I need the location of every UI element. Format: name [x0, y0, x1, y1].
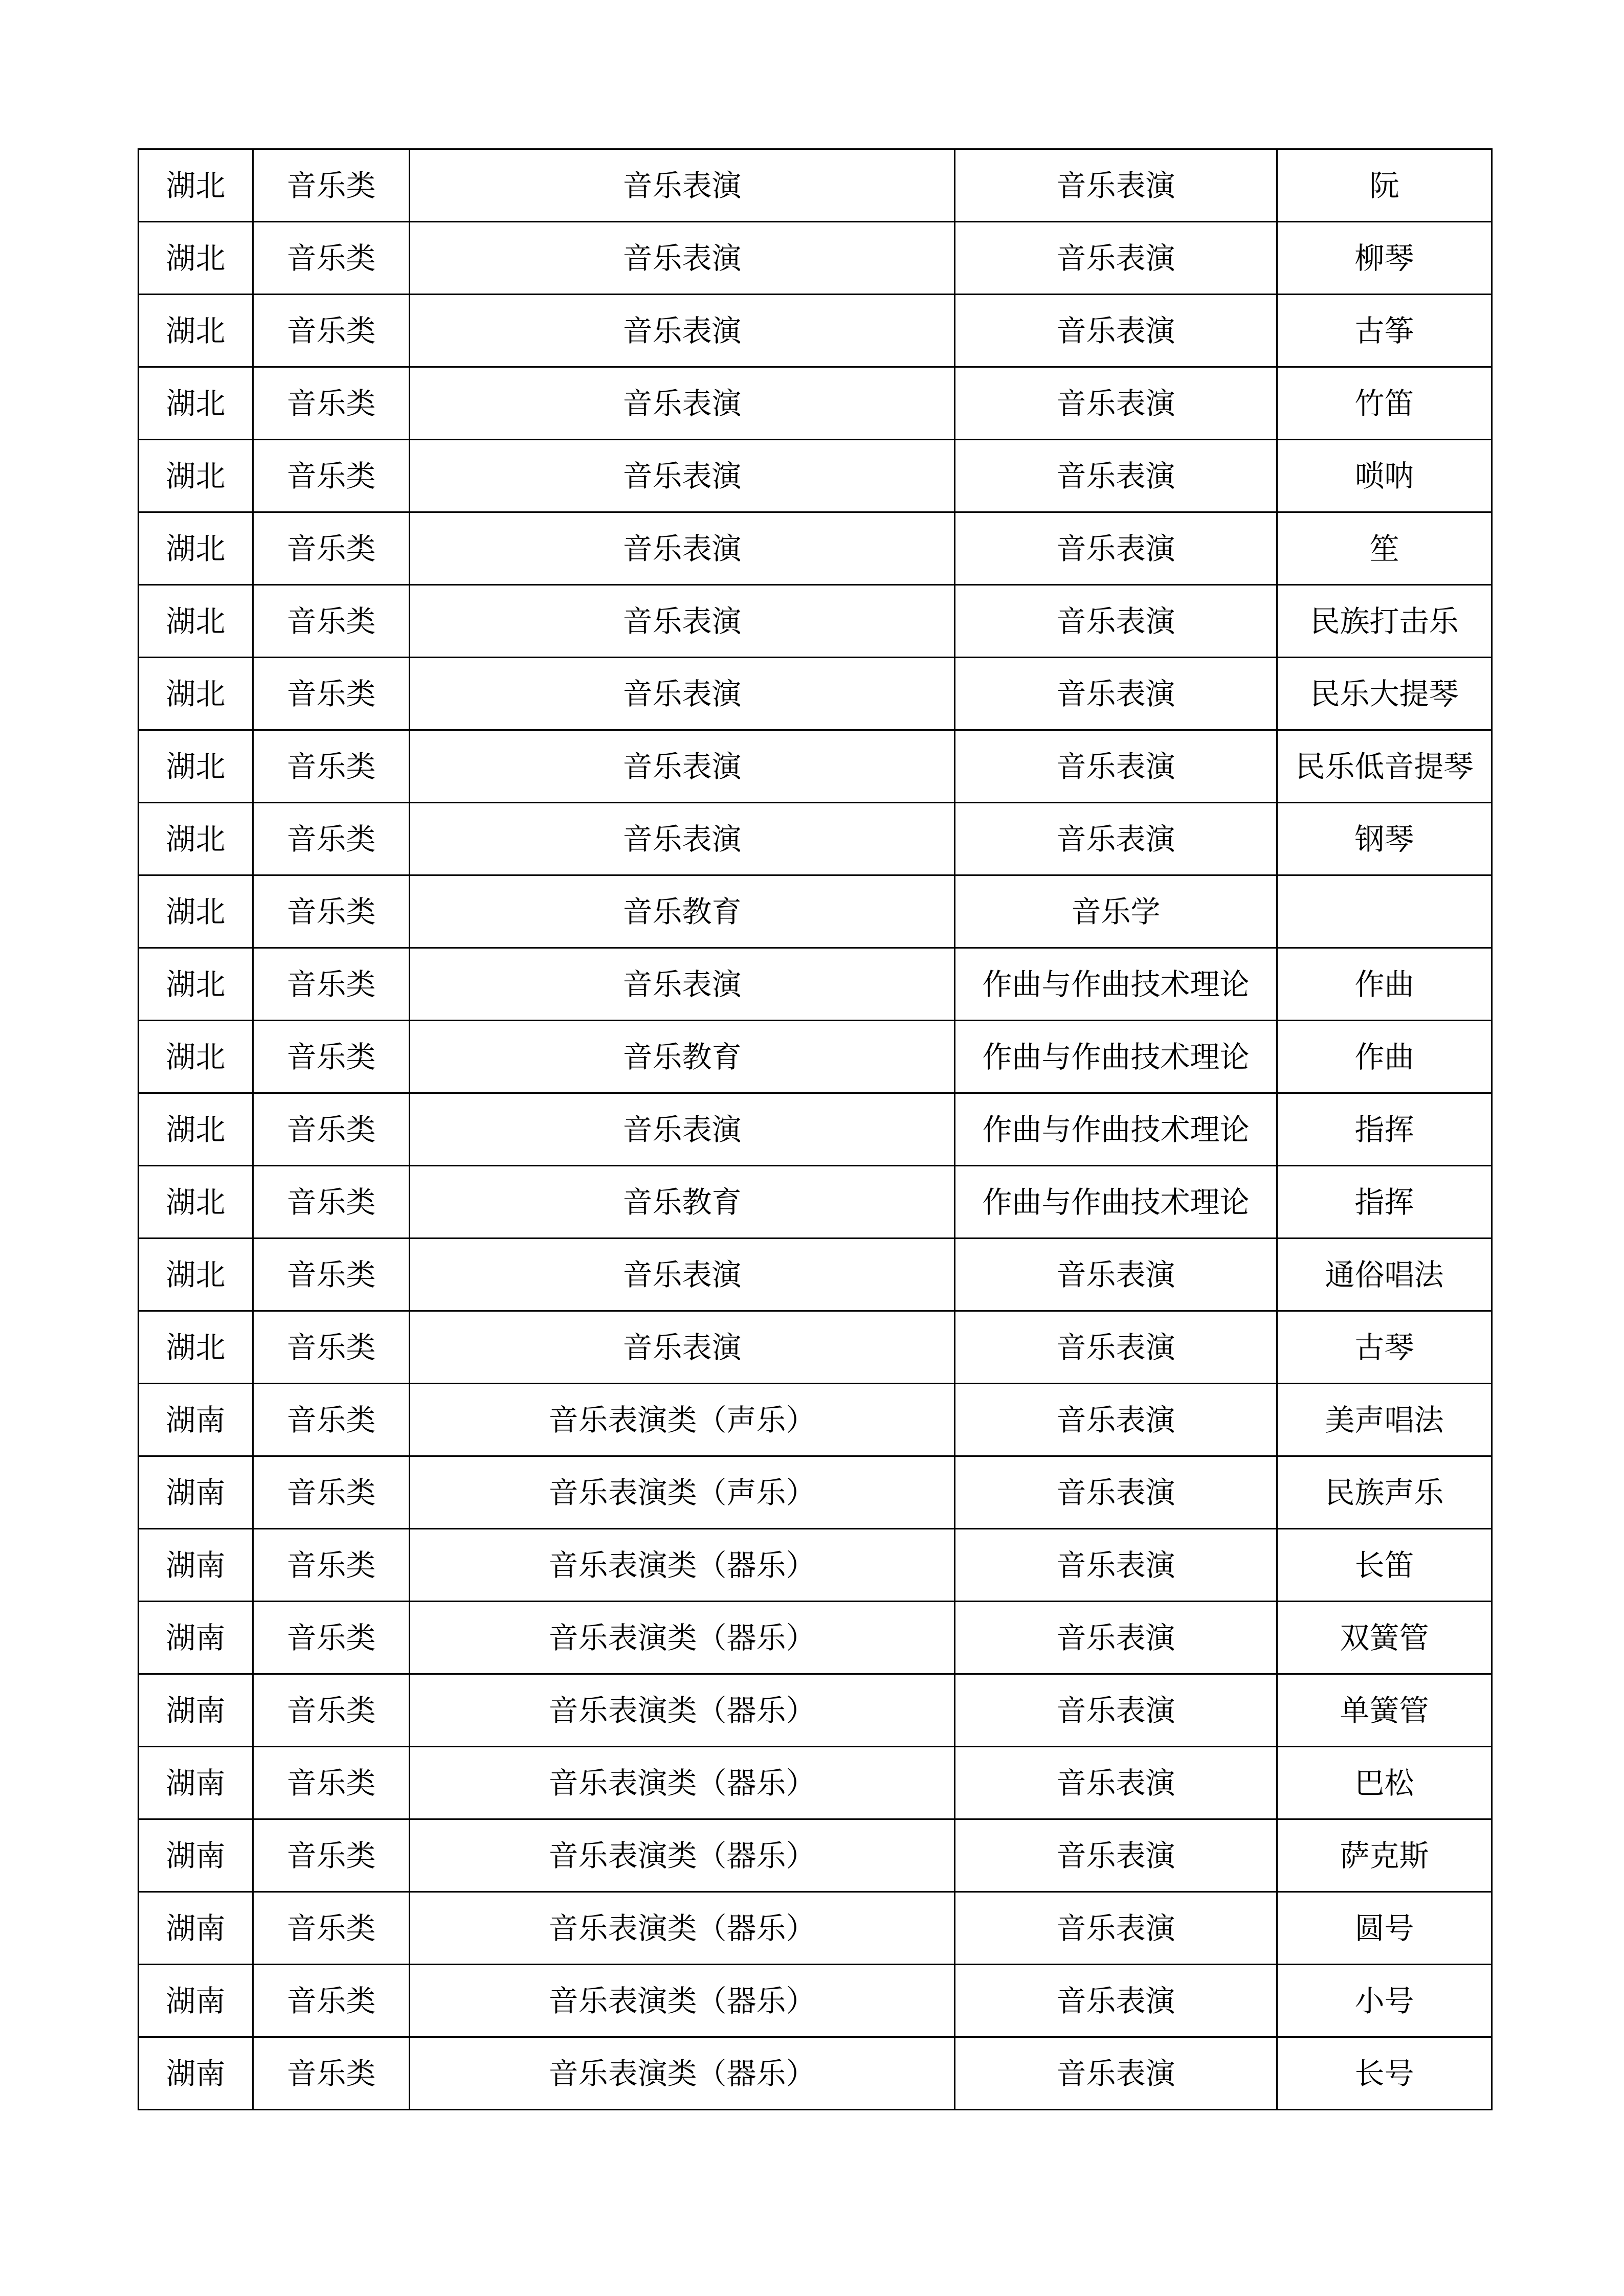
category-cell: 音乐类: [253, 512, 410, 585]
exam-type-cell: 音乐表演: [410, 1093, 955, 1166]
exam-type-cell: 音乐表演: [410, 730, 955, 803]
direction-cell: [1277, 875, 1492, 948]
category-cell: 音乐类: [253, 222, 410, 295]
major-cell: 音乐表演: [955, 585, 1277, 658]
category-cell: 音乐类: [253, 1093, 410, 1166]
major-cell: 音乐表演: [955, 222, 1277, 295]
direction-cell: 指挥: [1277, 1166, 1492, 1239]
table-row: [139, 2037, 1492, 2110]
province-cell: 湖北: [139, 1311, 253, 1384]
table-row: [139, 1674, 1492, 1747]
exam-type-cell: 音乐表演: [410, 367, 955, 440]
exam-type-cell: 音乐教育: [410, 1021, 955, 1093]
direction-cell: 阮: [1277, 149, 1492, 222]
direction-cell: 笙: [1277, 512, 1492, 585]
direction-cell: 萨克斯: [1277, 1819, 1492, 1892]
province-cell: 湖南: [139, 1965, 253, 2037]
major-cell: 音乐表演: [955, 1965, 1277, 2037]
category-cell: 音乐类: [253, 1021, 410, 1093]
major-cell: 音乐表演: [955, 1456, 1277, 1529]
table-row: [139, 1311, 1492, 1384]
category-cell: 音乐类: [253, 658, 410, 730]
category-cell: 音乐类: [253, 1819, 410, 1892]
category-cell: 音乐类: [253, 295, 410, 367]
table-row: [139, 440, 1492, 512]
category-cell: 音乐类: [253, 803, 410, 875]
category-cell: 音乐类: [253, 1311, 410, 1384]
province-cell: 湖南: [139, 1892, 253, 1965]
category-cell: 音乐类: [253, 1965, 410, 2037]
province-cell: 湖北: [139, 875, 253, 948]
province-cell: 湖南: [139, 1747, 253, 1819]
direction-cell: 小号: [1277, 1965, 1492, 2037]
direction-cell: 圆号: [1277, 1892, 1492, 1965]
direction-cell: 作曲: [1277, 948, 1492, 1021]
table-row: [139, 1965, 1492, 2037]
table-row: [139, 1602, 1492, 1674]
category-cell: 音乐类: [253, 1892, 410, 1965]
province-cell: 湖北: [139, 730, 253, 803]
direction-cell: 双簧管: [1277, 1602, 1492, 1674]
exam-type-cell: 音乐表演: [410, 948, 955, 1021]
major-cell: 音乐学: [955, 875, 1277, 948]
table-row: [139, 803, 1492, 875]
province-cell: 湖北: [139, 222, 253, 295]
province-cell: 湖南: [139, 1384, 253, 1456]
exam-type-cell: 音乐表演: [410, 512, 955, 585]
table-row: [139, 948, 1492, 1021]
province-cell: 湖南: [139, 1819, 253, 1892]
province-cell: 湖北: [139, 1093, 253, 1166]
table-row: [139, 149, 1492, 222]
category-cell: 音乐类: [253, 367, 410, 440]
table-row: [139, 1239, 1492, 1311]
exam-type-cell: 音乐表演类（器乐）: [410, 1965, 955, 2037]
category-cell: 音乐类: [253, 1166, 410, 1239]
exam-type-cell: 音乐表演: [410, 222, 955, 295]
exam-type-cell: 音乐表演类（声乐）: [410, 1384, 955, 1456]
direction-cell: 柳琴: [1277, 222, 1492, 295]
province-cell: 湖北: [139, 1166, 253, 1239]
direction-cell: 通俗唱法: [1277, 1239, 1492, 1311]
province-cell: 湖北: [139, 440, 253, 512]
direction-cell: 巴松: [1277, 1747, 1492, 1819]
table-row: [139, 1529, 1492, 1602]
table-row: [139, 585, 1492, 658]
province-cell: 湖南: [139, 1529, 253, 1602]
table-row: [139, 222, 1492, 295]
exam-type-cell: 音乐表演类（器乐）: [410, 1602, 955, 1674]
province-cell: 湖北: [139, 948, 253, 1021]
table-row: [139, 367, 1492, 440]
table-row: [139, 1021, 1492, 1093]
exam-type-cell: 音乐表演类（器乐）: [410, 2037, 955, 2110]
exam-type-cell: 音乐表演类（器乐）: [410, 1892, 955, 1965]
province-cell: 湖南: [139, 1602, 253, 1674]
major-cell: 音乐表演: [955, 658, 1277, 730]
category-cell: 音乐类: [253, 2037, 410, 2110]
table-row: [139, 1747, 1492, 1819]
category-cell: 音乐类: [253, 1239, 410, 1311]
direction-cell: 钢琴: [1277, 803, 1492, 875]
province-cell: 湖南: [139, 2037, 253, 2110]
province-cell: 湖北: [139, 149, 253, 222]
province-cell: 湖北: [139, 803, 253, 875]
major-cell: 音乐表演: [955, 1311, 1277, 1384]
major-cell: 音乐表演: [955, 512, 1277, 585]
exam-type-cell: 音乐表演: [410, 295, 955, 367]
table-row: [139, 295, 1492, 367]
direction-cell: 长笛: [1277, 1529, 1492, 1602]
major-cell: 音乐表演: [955, 1819, 1277, 1892]
category-cell: 音乐类: [253, 1384, 410, 1456]
province-cell: 湖北: [139, 367, 253, 440]
table-row: [139, 1093, 1492, 1166]
exam-type-cell: 音乐教育: [410, 1166, 955, 1239]
direction-cell: 民族打击乐: [1277, 585, 1492, 658]
direction-cell: 长号: [1277, 2037, 1492, 2110]
exam-type-cell: 音乐表演类（声乐）: [410, 1456, 955, 1529]
exam-type-cell: 音乐表演: [410, 1239, 955, 1311]
table-body: [139, 149, 1492, 2110]
table-row: [139, 875, 1492, 948]
major-cell: 音乐表演: [955, 1892, 1277, 1965]
direction-cell: 古筝: [1277, 295, 1492, 367]
major-cell: 音乐表演: [955, 367, 1277, 440]
major-cell: 音乐表演: [955, 440, 1277, 512]
major-cell: 音乐表演: [955, 1239, 1277, 1311]
table-row: [139, 1384, 1492, 1456]
table-row: [139, 1456, 1492, 1529]
exam-type-cell: 音乐表演: [410, 149, 955, 222]
direction-cell: 单簧管: [1277, 1674, 1492, 1747]
direction-cell: 美声唱法: [1277, 1384, 1492, 1456]
major-cell: 音乐表演: [955, 1602, 1277, 1674]
major-cell: 音乐表演: [955, 295, 1277, 367]
exam-type-cell: 音乐表演: [410, 658, 955, 730]
table-row: [139, 1892, 1492, 1965]
direction-cell: 唢呐: [1277, 440, 1492, 512]
province-cell: 湖北: [139, 512, 253, 585]
province-cell: 湖北: [139, 585, 253, 658]
direction-cell: 作曲: [1277, 1021, 1492, 1093]
exam-type-cell: 音乐表演: [410, 803, 955, 875]
direction-cell: 竹笛: [1277, 367, 1492, 440]
major-cell: 音乐表演: [955, 1384, 1277, 1456]
exam-type-cell: 音乐表演: [410, 440, 955, 512]
major-cell: 作曲与作曲技术理论: [955, 1166, 1277, 1239]
exam-type-cell: 音乐表演类（器乐）: [410, 1819, 955, 1892]
major-cell: 音乐表演: [955, 1674, 1277, 1747]
major-cell: 作曲与作曲技术理论: [955, 1093, 1277, 1166]
direction-cell: 民族声乐: [1277, 1456, 1492, 1529]
exam-type-cell: 音乐表演类（器乐）: [410, 1529, 955, 1602]
table-row: [139, 1819, 1492, 1892]
exam-type-cell: 音乐教育: [410, 875, 955, 948]
category-cell: 音乐类: [253, 948, 410, 1021]
major-cell: 作曲与作曲技术理论: [955, 948, 1277, 1021]
province-cell: 湖北: [139, 658, 253, 730]
category-cell: 音乐类: [253, 1674, 410, 1747]
province-cell: 湖北: [139, 1239, 253, 1311]
major-cell: 音乐表演: [955, 1747, 1277, 1819]
exam-type-cell: 音乐表演: [410, 1311, 955, 1384]
category-cell: 音乐类: [253, 730, 410, 803]
direction-cell: 民乐大提琴: [1277, 658, 1492, 730]
major-cell: 作曲与作曲技术理论: [955, 1021, 1277, 1093]
category-cell: 音乐类: [253, 585, 410, 658]
exam-type-cell: 音乐表演: [410, 585, 955, 658]
direction-cell: 民乐低音提琴: [1277, 730, 1492, 803]
province-cell: 湖北: [139, 1021, 253, 1093]
table-row: [139, 730, 1492, 803]
data-table: [138, 148, 1493, 2110]
category-cell: 音乐类: [253, 1456, 410, 1529]
category-cell: 音乐类: [253, 875, 410, 948]
category-cell: 音乐类: [253, 440, 410, 512]
direction-cell: 指挥: [1277, 1093, 1492, 1166]
table-row: [139, 512, 1492, 585]
table-row: [139, 658, 1492, 730]
major-cell: 音乐表演: [955, 1529, 1277, 1602]
province-cell: 湖南: [139, 1456, 253, 1529]
major-cell: 音乐表演: [955, 2037, 1277, 2110]
category-cell: 音乐类: [253, 1602, 410, 1674]
major-cell: 音乐表演: [955, 149, 1277, 222]
province-cell: 湖北: [139, 295, 253, 367]
category-cell: 音乐类: [253, 1529, 410, 1602]
major-cell: 音乐表演: [955, 730, 1277, 803]
table-row: [139, 1166, 1492, 1239]
major-cell: 音乐表演: [955, 803, 1277, 875]
province-cell: 湖南: [139, 1674, 253, 1747]
category-cell: 音乐类: [253, 1747, 410, 1819]
exam-type-cell: 音乐表演类（器乐）: [410, 1747, 955, 1819]
direction-cell: 古琴: [1277, 1311, 1492, 1384]
category-cell: 音乐类: [253, 149, 410, 222]
exam-type-cell: 音乐表演类（器乐）: [410, 1674, 955, 1747]
